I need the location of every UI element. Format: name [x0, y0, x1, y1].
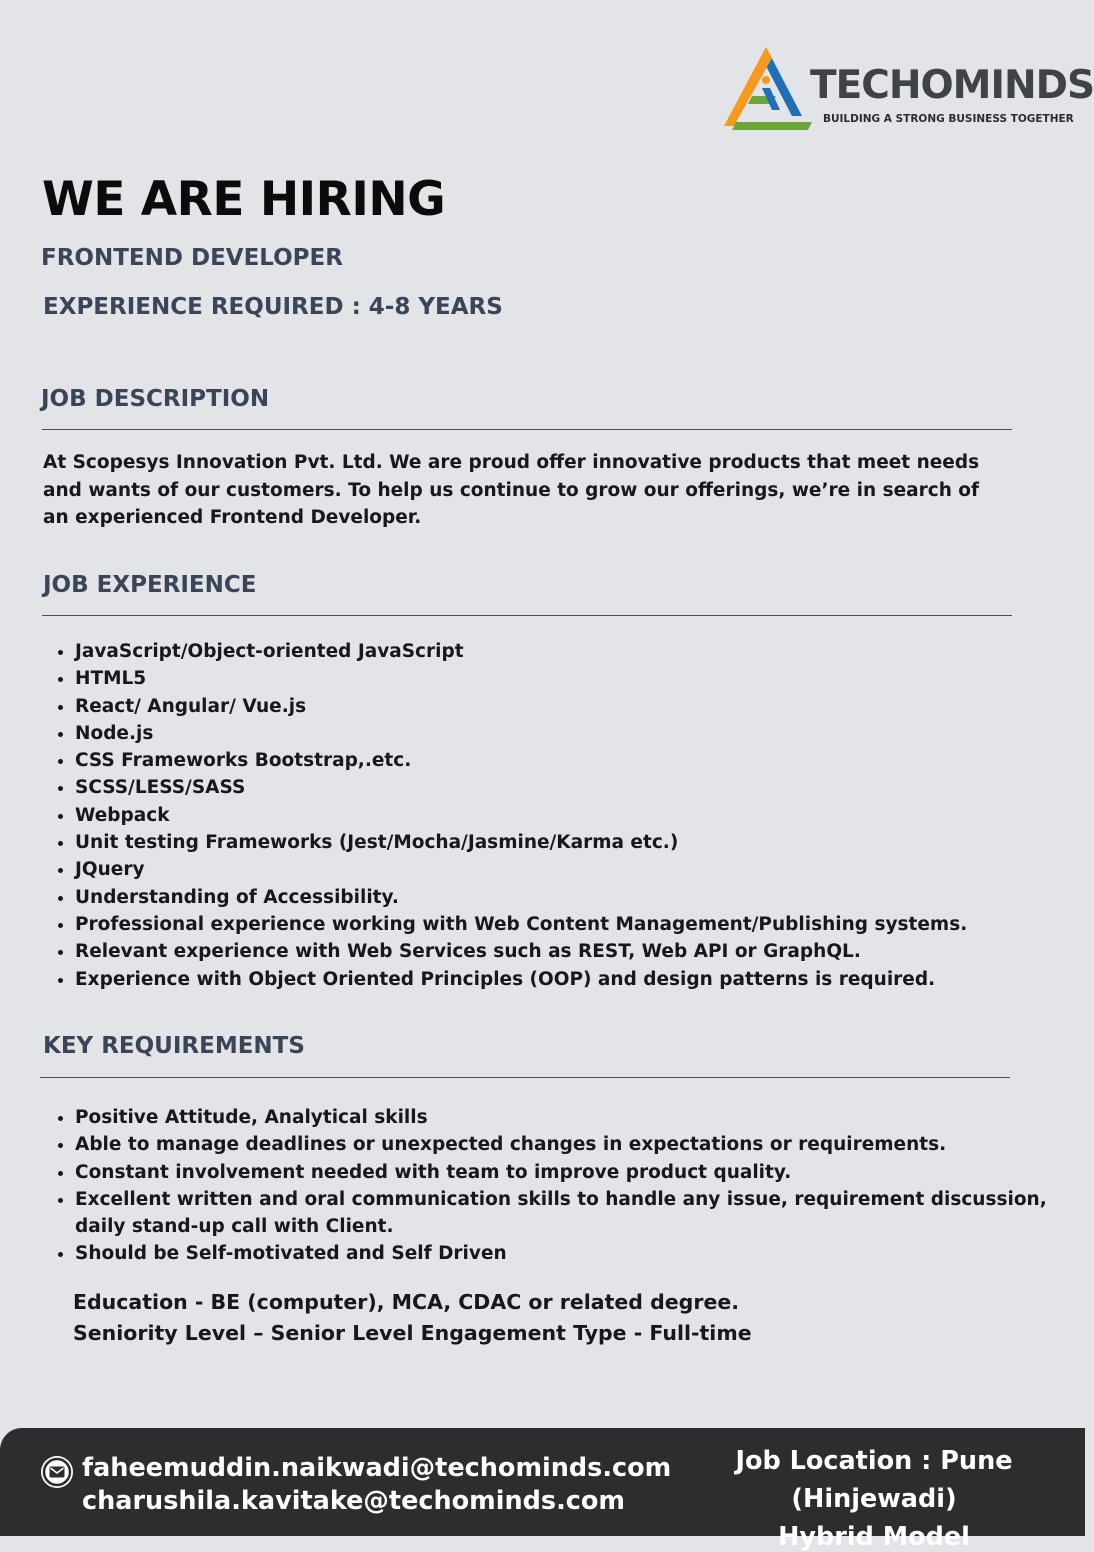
email-link-2[interactable]: charushila.kavitake@techominds.com	[82, 1486, 625, 1516]
list-item: • Understanding of Accessibility.	[75, 884, 1075, 911]
job-role: FRONTEND DEVELOPER	[41, 245, 343, 271]
key-requirements-list	[43, 1104, 1085, 1268]
list-item: • JavaScript/Object-oriented JavaScript	[75, 638, 1075, 665]
mail-icon	[41, 1456, 73, 1488]
email-link-1[interactable]: faheemuddin.naikwadi@techominds.com	[82, 1453, 672, 1483]
list-item: • Unit testing Frameworks (Jest/Mocha/Jasmine/Karma etc.)	[75, 829, 1075, 856]
list-item: • React/ Angular/ Vue.js	[75, 693, 1075, 720]
contact-footer	[0, 1428, 1085, 1552]
job-location-line-2: (Hinjewadi)	[791, 1484, 957, 1514]
list-item: • JQuery	[75, 856, 1075, 883]
experience-required: EXPERIENCE REQUIRED : 4-8 YEARS	[43, 294, 503, 320]
list-item: • CSS Frameworks Bootstrap,.etc.	[75, 747, 1075, 774]
logo-green-stroke	[732, 122, 812, 130]
list-item: • Able to manage deadlines or unexpected changes in expectations or requirements.	[75, 1131, 1085, 1158]
seniority-line: Seniority Level – Senior Level Engagement Type - Full-time	[73, 1321, 752, 1345]
list-item: • Excellent written and oral communication skills to handle any issue, requirement discussion, daily stand-up call with Client.	[75, 1186, 1085, 1241]
list-item: • Webpack	[75, 802, 1075, 829]
list-item: • Should be Self-motivated and Self Driven	[75, 1240, 1085, 1267]
triangle-logo-icon	[722, 44, 822, 130]
logo-tagline: BUILDING A STRONG BUSINESS TOGETHER	[823, 113, 1074, 125]
job-experience-list	[43, 638, 1075, 993]
list-item: • Constant involvement needed with team to improve product quality.	[75, 1159, 1085, 1186]
job-location-line-3: Hybrid Model	[778, 1522, 970, 1552]
job-experience-title: JOB EXPERIENCE	[43, 572, 257, 598]
list-item: • Experience with Object Oriented Principles (OOP) and design patterns is required.	[75, 966, 1075, 993]
education-line: Education - BE (computer), MCA, CDAC or related degree.	[73, 1290, 740, 1314]
key-requirements-title: KEY REQUIREMENTS	[43, 1033, 305, 1059]
job-experience-divider	[42, 615, 1012, 616]
list-item: • HTML5	[75, 665, 1075, 692]
company-logo	[722, 44, 1094, 130]
list-item: • Professional experience working with Web Content Management/Publishing systems.	[75, 911, 1075, 938]
job-location-line-1: Job Location : Pune	[735, 1446, 1013, 1476]
key-requirements-divider	[40, 1077, 1010, 1078]
logo-dot	[762, 76, 770, 84]
job-description-text: At Scopesys Innovation Pvt. Ltd. We are proud offer innovative products that meet needs and wants of our customers. To help us continue to grow our offerings, we’re in search of an experienced Frontend Developer.	[43, 452, 980, 528]
list-item: • Positive Attitude, Analytical skills	[75, 1104, 1085, 1131]
logo-wordmark: TECHOMINDS	[810, 63, 1094, 108]
list-item: • Node.js	[75, 720, 1075, 747]
job-description-title: JOB DESCRIPTION	[41, 386, 270, 412]
list-item: • SCSS/LESS/SASS	[75, 774, 1075, 801]
list-item: • Relevant experience with Web Services such as REST, Web API or GraphQL.	[75, 938, 1075, 965]
page-title: WE ARE HIRING	[42, 172, 446, 227]
job-description-divider	[42, 429, 1012, 430]
logo-orange-stroke	[724, 47, 772, 126]
